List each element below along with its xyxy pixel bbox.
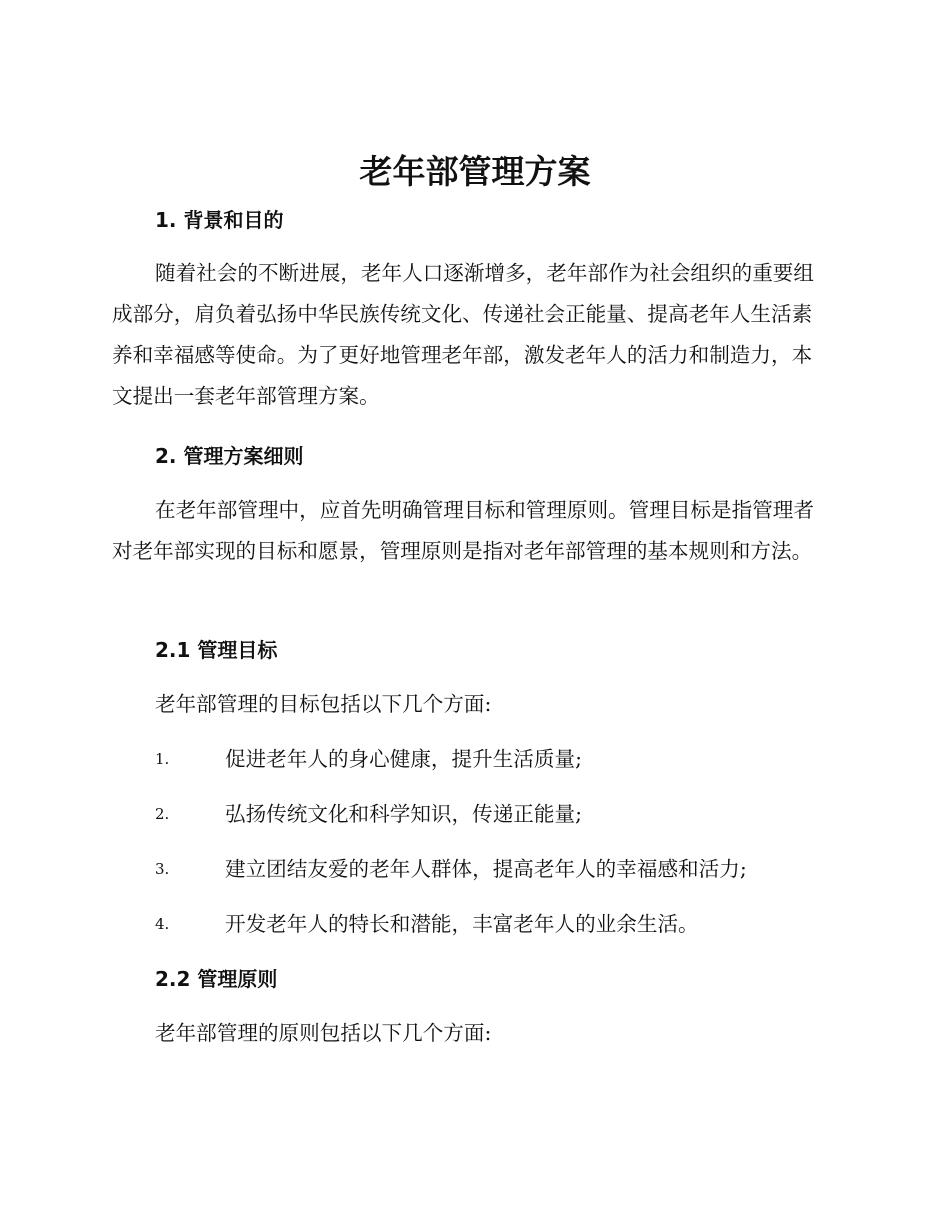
- list-text: 弘扬传统文化和科学知识，传递正能量;: [225, 802, 583, 826]
- section-heading-management-goals: 2.1 管理目标: [155, 638, 278, 662]
- list-item: [155, 854, 855, 884]
- list-text: 建立团结友爱的老年人群体，提高老年人的幸福感和活力;: [225, 857, 747, 881]
- section-heading-background: 1. 背景和目的: [155, 208, 284, 232]
- list-number: 3.: [155, 860, 170, 878]
- list-text: 开发老年人的特长和潜能，丰富老年人的业余生活。: [225, 912, 699, 936]
- list-number: 4.: [155, 915, 170, 933]
- list-text: 促进老年人的身心健康，提升生活质量;: [225, 747, 583, 771]
- section-heading-management-principles: 2.2 管理原则: [155, 967, 278, 991]
- list-item: [155, 909, 855, 939]
- paragraph-background: 随着社会的不断进展，老年人口逐渐增多，老年部作为社会组织的重要组成部分，肩负着弘扬中华民族传统文化、传递社会正能量、提高老年人生活素养和幸福感等使命。为了更好地管理老年部，激发老年人的活力和制造力，本文提出一套老年部管理方案。: [112, 261, 814, 408]
- list-number: 2.: [155, 805, 170, 823]
- list-number: 1.: [155, 750, 170, 768]
- list-item: [155, 799, 855, 829]
- section-heading-management-rules: 2. 管理方案细则: [155, 444, 304, 468]
- paragraph-management-rules: 在老年部管理中，应首先明确管理目标和管理原则。管理目标是指管理者对老年部实现的目标和愿景，管理原则是指对老年部管理的基本规则和方法。: [112, 498, 814, 563]
- principles-intro: 老年部管理的原则包括以下几个方面:: [155, 1021, 492, 1045]
- list-item: [155, 744, 855, 774]
- document-title: 老年部管理方案: [359, 152, 591, 191]
- goals-intro: 老年部管理的目标包括以下几个方面:: [155, 692, 492, 716]
